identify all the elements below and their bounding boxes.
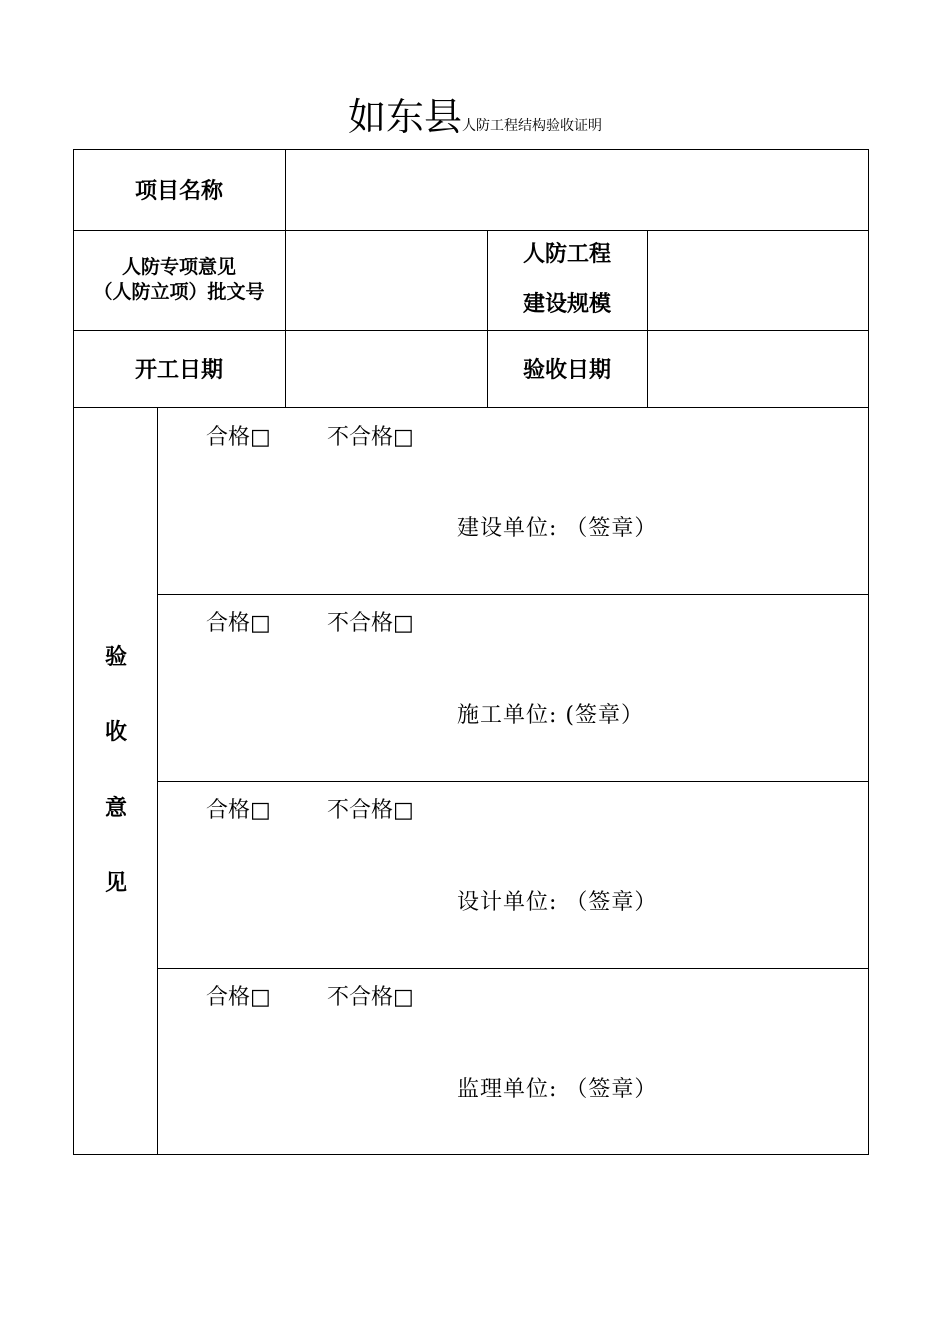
title-subject: 人防工程结构验收证明 — [462, 118, 602, 134]
pass-checkbox[interactable]: 合格□ — [206, 611, 271, 636]
table-border-bottom — [73, 1154, 869, 1155]
opinion-char: 见 — [104, 871, 127, 896]
approval-number-label — [73, 230, 285, 330]
table-row-divider — [73, 407, 869, 408]
opinion-divider — [157, 968, 869, 969]
document-title — [0, 95, 950, 139]
opinion-column-divider — [157, 407, 158, 1155]
opinion-divider — [157, 594, 869, 595]
opinion-char: 收 — [104, 720, 127, 745]
project-name-label: 项目名称 — [134, 179, 223, 204]
supervision-unit-signature: 监理单位: （签章） — [457, 1077, 658, 1102]
opinion-divider — [157, 781, 869, 782]
acceptance-date-label: 验收日期 — [522, 358, 611, 383]
approval-label-line1: 人防专项意见 — [121, 256, 236, 278]
column-divider — [647, 230, 648, 408]
opinion-char: 意 — [104, 796, 127, 821]
approval-label-line2: （人防立项）批文号 — [93, 281, 265, 303]
scale-label-line1: 人防工程 — [522, 242, 611, 267]
fail-checkbox[interactable]: 不合格□ — [327, 798, 414, 823]
column-divider — [285, 149, 286, 408]
title-county: 如东县 — [347, 95, 462, 139]
start-date-label: 开工日期 — [134, 358, 223, 383]
design-unit-signature: 设计单位: （签章） — [457, 890, 658, 915]
fail-checkbox[interactable]: 不合格□ — [327, 425, 414, 450]
pass-checkbox[interactable]: 合格□ — [206, 798, 271, 823]
table-border-right — [868, 149, 869, 1155]
builder-unit-signature: 施工单位: (签章） — [457, 703, 644, 728]
scale-label-line2: 建设规模 — [522, 292, 611, 317]
construction-scale-label — [487, 230, 647, 330]
opinion-char: 验 — [104, 645, 127, 670]
construction-unit-signature: 建设单位: （签章） — [457, 516, 658, 541]
pass-checkbox[interactable]: 合格□ — [206, 985, 271, 1010]
fail-checkbox[interactable]: 不合格□ — [327, 611, 414, 636]
fail-checkbox[interactable]: 不合格□ — [327, 985, 414, 1010]
pass-checkbox[interactable]: 合格□ — [206, 425, 271, 450]
